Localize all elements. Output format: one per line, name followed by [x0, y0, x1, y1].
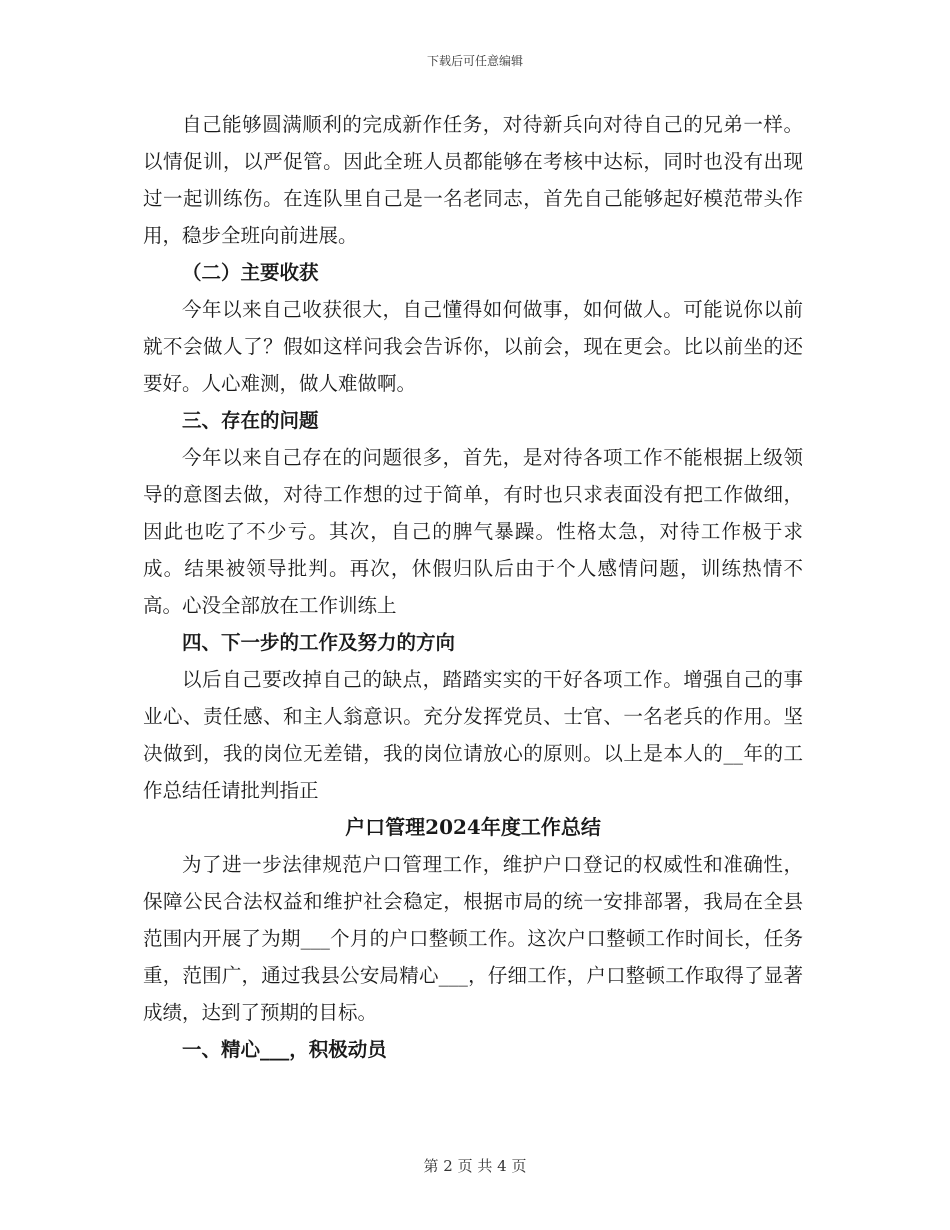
section-heading: （二）主要收获	[182, 261, 319, 284]
page-header: 下载后可任意编辑	[426, 54, 523, 68]
document-title: 户口管理2024年度工作总结	[345, 815, 601, 839]
paragraph: 自己能够圆满顺利的完成新作任务，对待新兵向对待自己的兄弟一样。以情促训，以严促管。因此全班人员都能够在考核中达标，同时也没有出现过一起训练伤。在连队里自己是一名老同志，首先自己能够起好模范带头作用，稳步全班向前进展。	[143, 113, 803, 247]
paragraph: 以后自己要改掉自己的缺点，踏踏实实的干好各项工作。增强自己的事业心、责任感、和主人翁意识。充分发挥党员、士官、一名老兵的作用。坚决做到，我的岗位无差错，我的岗位请放心的原则。以上是本人的__年的工作总结任请批判指正	[143, 668, 803, 802]
section-heading: 一、精心___，积极动员	[182, 1038, 387, 1061]
document-body	[143, 106, 803, 1068]
paragraph: 今年以来自己收获很大，自己懂得如何做事，如何做人。可能说你以前就不会做人了？假如这样问我会告诉你，以前会，现在更会。比以前坐的还要好。人心难测，做人难做啊。	[143, 298, 803, 395]
page-footer: 第 2 页 共 4 页	[423, 1157, 527, 1175]
paragraph: 今年以来自己存在的问题很多，首先，是对待各项工作不能根据上级领导的意图去做，对待工作想的过于简单，有时也只求表面没有把工作做细，因此也吃了不少亏。其次，自己的脾气暴躁。性格太急，对待工作极于求成。结果被领导批判。再次，休假归队后由于个人感情问题，训练热情不高。心没全部放在工作训练上	[143, 446, 803, 617]
section-heading: 四、下一步的工作及努力的方向	[182, 631, 456, 654]
section-heading: 三、存在的问题	[182, 409, 319, 432]
paragraph: 为了进一步法律规范户口管理工作，维护户口登记的权威性和准确性，保障公民合法权益和维护社会稳定，根据市局的统一安排部署，我局在全县范围内开展了为期___个月的户口整顿工作。这次户口整顿工作时间长，任务重，范围广，通过我县公安局精心___，仔细工作，户口整顿工作取得了显著成绩，达到了预期的目标。	[143, 853, 803, 1024]
